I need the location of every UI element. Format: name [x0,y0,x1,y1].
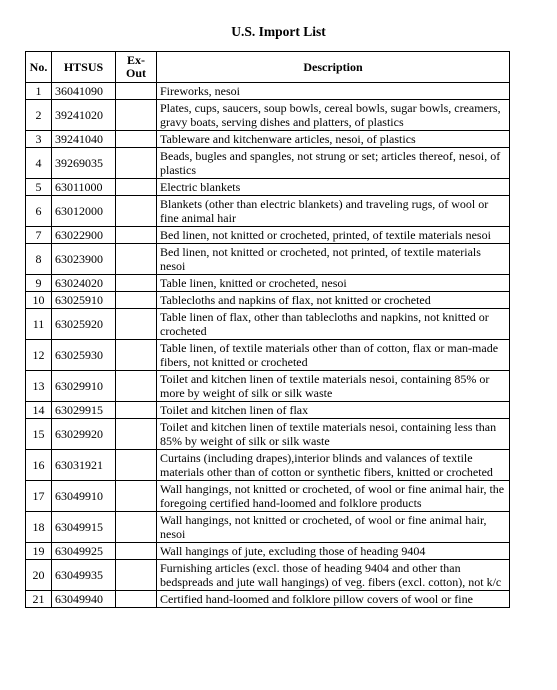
row-description: Wall hangings, not knitted or crocheted, of wool or fine animal hair, nesoi [157,512,510,543]
htsus-code: 63031921 [52,450,116,481]
ex-out-cell [116,83,157,100]
page-title: U.S. Import List [231,24,326,39]
htsus-code: 63049935 [52,560,116,591]
table-row [26,148,510,179]
ex-out-cell [116,244,157,275]
row-description: Furnishing articles (excl. those of heading 9404 and other than bedspreads and jute wall hangings) of veg. fibers (excl. cotton), not k/c [157,560,510,591]
table-row [26,100,510,131]
ex-out-cell [116,227,157,244]
ex-out-cell [116,419,157,450]
ex-out-cell [116,179,157,196]
row-number: 12 [26,340,52,371]
ex-out-cell [116,450,157,481]
ex-out-cell [116,543,157,560]
row-description: Plates, cups, saucers, soup bowls, cereal bowls, sugar bowls, creamers, gravy boats, serving dishes and platters, of plastics [157,100,510,131]
htsus-code: 63029910 [52,371,116,402]
import-list-table [25,51,510,608]
row-description: Tableware and kitchenware articles, nesoi, of plastics [157,131,510,148]
row-description: Table linen, of textile materials other than of cotton, flax or man-made fibers, not knitted or crocheted [157,340,510,371]
row-description: Bed linen, not knitted or crocheted, printed, of textile materials nesoi [157,227,510,244]
ex-out-cell [116,371,157,402]
htsus-code: 63023900 [52,244,116,275]
row-number: 20 [26,560,52,591]
row-number: 10 [26,292,52,309]
row-description: Curtains (including drapes),interior blinds and valances of textile materials other than of cotton or synthetic fibers, knitted or crocheted [157,450,510,481]
row-description: Beads, bugles and spangles, not strung or set; articles thereof, nesoi, of plastics [157,148,510,179]
htsus-code: 39241020 [52,100,116,131]
ex-out-cell [116,512,157,543]
table-row [26,244,510,275]
row-number: 3 [26,131,52,148]
htsus-code: 63029920 [52,419,116,450]
table-row [26,512,510,543]
htsus-code: 63049925 [52,543,116,560]
ex-out-cell [116,560,157,591]
table-row [26,292,510,309]
htsus-code: 39269035 [52,148,116,179]
row-number: 11 [26,309,52,340]
row-number: 9 [26,275,52,292]
ex-out-cell [116,131,157,148]
row-number: 6 [26,196,52,227]
table-row [26,591,510,608]
table-row [26,543,510,560]
table-row [26,83,510,100]
table-row [26,560,510,591]
htsus-code: 63029915 [52,402,116,419]
row-number: 5 [26,179,52,196]
row-description: Wall hangings of jute, excluding those of heading 9404 [157,543,510,560]
row-number: 21 [26,591,52,608]
table-row [26,196,510,227]
htsus-code: 63011000 [52,179,116,196]
table-row [26,131,510,148]
table-row [26,227,510,244]
column-header-description: Description [157,52,510,83]
htsus-code: 63022900 [52,227,116,244]
row-number: 17 [26,481,52,512]
ex-out-cell [116,340,157,371]
ex-out-cell [116,481,157,512]
table-row [26,275,510,292]
table-row [26,402,510,419]
row-number: 1 [26,83,52,100]
column-header-no: No. [26,52,52,83]
row-number: 15 [26,419,52,450]
ex-out-cell [116,402,157,419]
htsus-code: 63024020 [52,275,116,292]
ex-out-cell [116,100,157,131]
row-number: 14 [26,402,52,419]
row-description: Table linen of flax, other than tablecloths and napkins, not knitted or crocheted [157,309,510,340]
row-description: Toilet and kitchen linen of textile materials nesoi, containing 85% or more by weight of silk or silk waste [157,371,510,402]
htsus-code: 63049915 [52,512,116,543]
row-description: Toilet and kitchen linen of flax [157,402,510,419]
row-number: 18 [26,512,52,543]
ex-out-cell [116,309,157,340]
htsus-code: 63012000 [52,196,116,227]
table-row [26,340,510,371]
row-description: Tablecloths and napkins of flax, not knitted or crocheted [157,292,510,309]
row-description: Fireworks, nesoi [157,83,510,100]
ex-out-cell [116,148,157,179]
row-number: 19 [26,543,52,560]
row-description: Wall hangings, not knitted or crocheted, of wool or fine animal hair, the foregoing certified hand-loomed and folklore products [157,481,510,512]
row-description: Certified hand-loomed and folklore pillow covers of wool or fine [157,591,510,608]
htsus-code: 63025920 [52,309,116,340]
htsus-code: 63025910 [52,292,116,309]
table-row [26,371,510,402]
ex-out-cell [116,591,157,608]
table-row [26,419,510,450]
column-header-ex-out: Ex-Out [116,52,157,83]
htsus-code: 63025930 [52,340,116,371]
ex-out-cell [116,275,157,292]
row-number: 16 [26,450,52,481]
htsus-code: 63049910 [52,481,116,512]
row-description: Blankets (other than electric blankets) and traveling rugs, of wool or fine animal hair [157,196,510,227]
row-description: Table linen, knitted or crocheted, nesoi [157,275,510,292]
htsus-code: 63049940 [52,591,116,608]
row-description: Toilet and kitchen linen of textile materials nesoi, containing less than 85% by weight of silk or silk waste [157,419,510,450]
table-header-row [26,52,510,83]
row-description: Electric blankets [157,179,510,196]
table-row [26,481,510,512]
table-body [26,83,510,608]
ex-out-cell [116,292,157,309]
ex-out-cell [116,196,157,227]
row-number: 4 [26,148,52,179]
table-row [26,179,510,196]
row-number: 13 [26,371,52,402]
row-description: Bed linen, not knitted or crocheted, not printed, of textile materials nesoi [157,244,510,275]
column-header-htsus: HTSUS [52,52,116,83]
htsus-code: 39241040 [52,131,116,148]
row-number: 8 [26,244,52,275]
table-row [26,309,510,340]
table-row [26,450,510,481]
row-number: 2 [26,100,52,131]
htsus-code: 36041090 [52,83,116,100]
row-number: 7 [26,227,52,244]
